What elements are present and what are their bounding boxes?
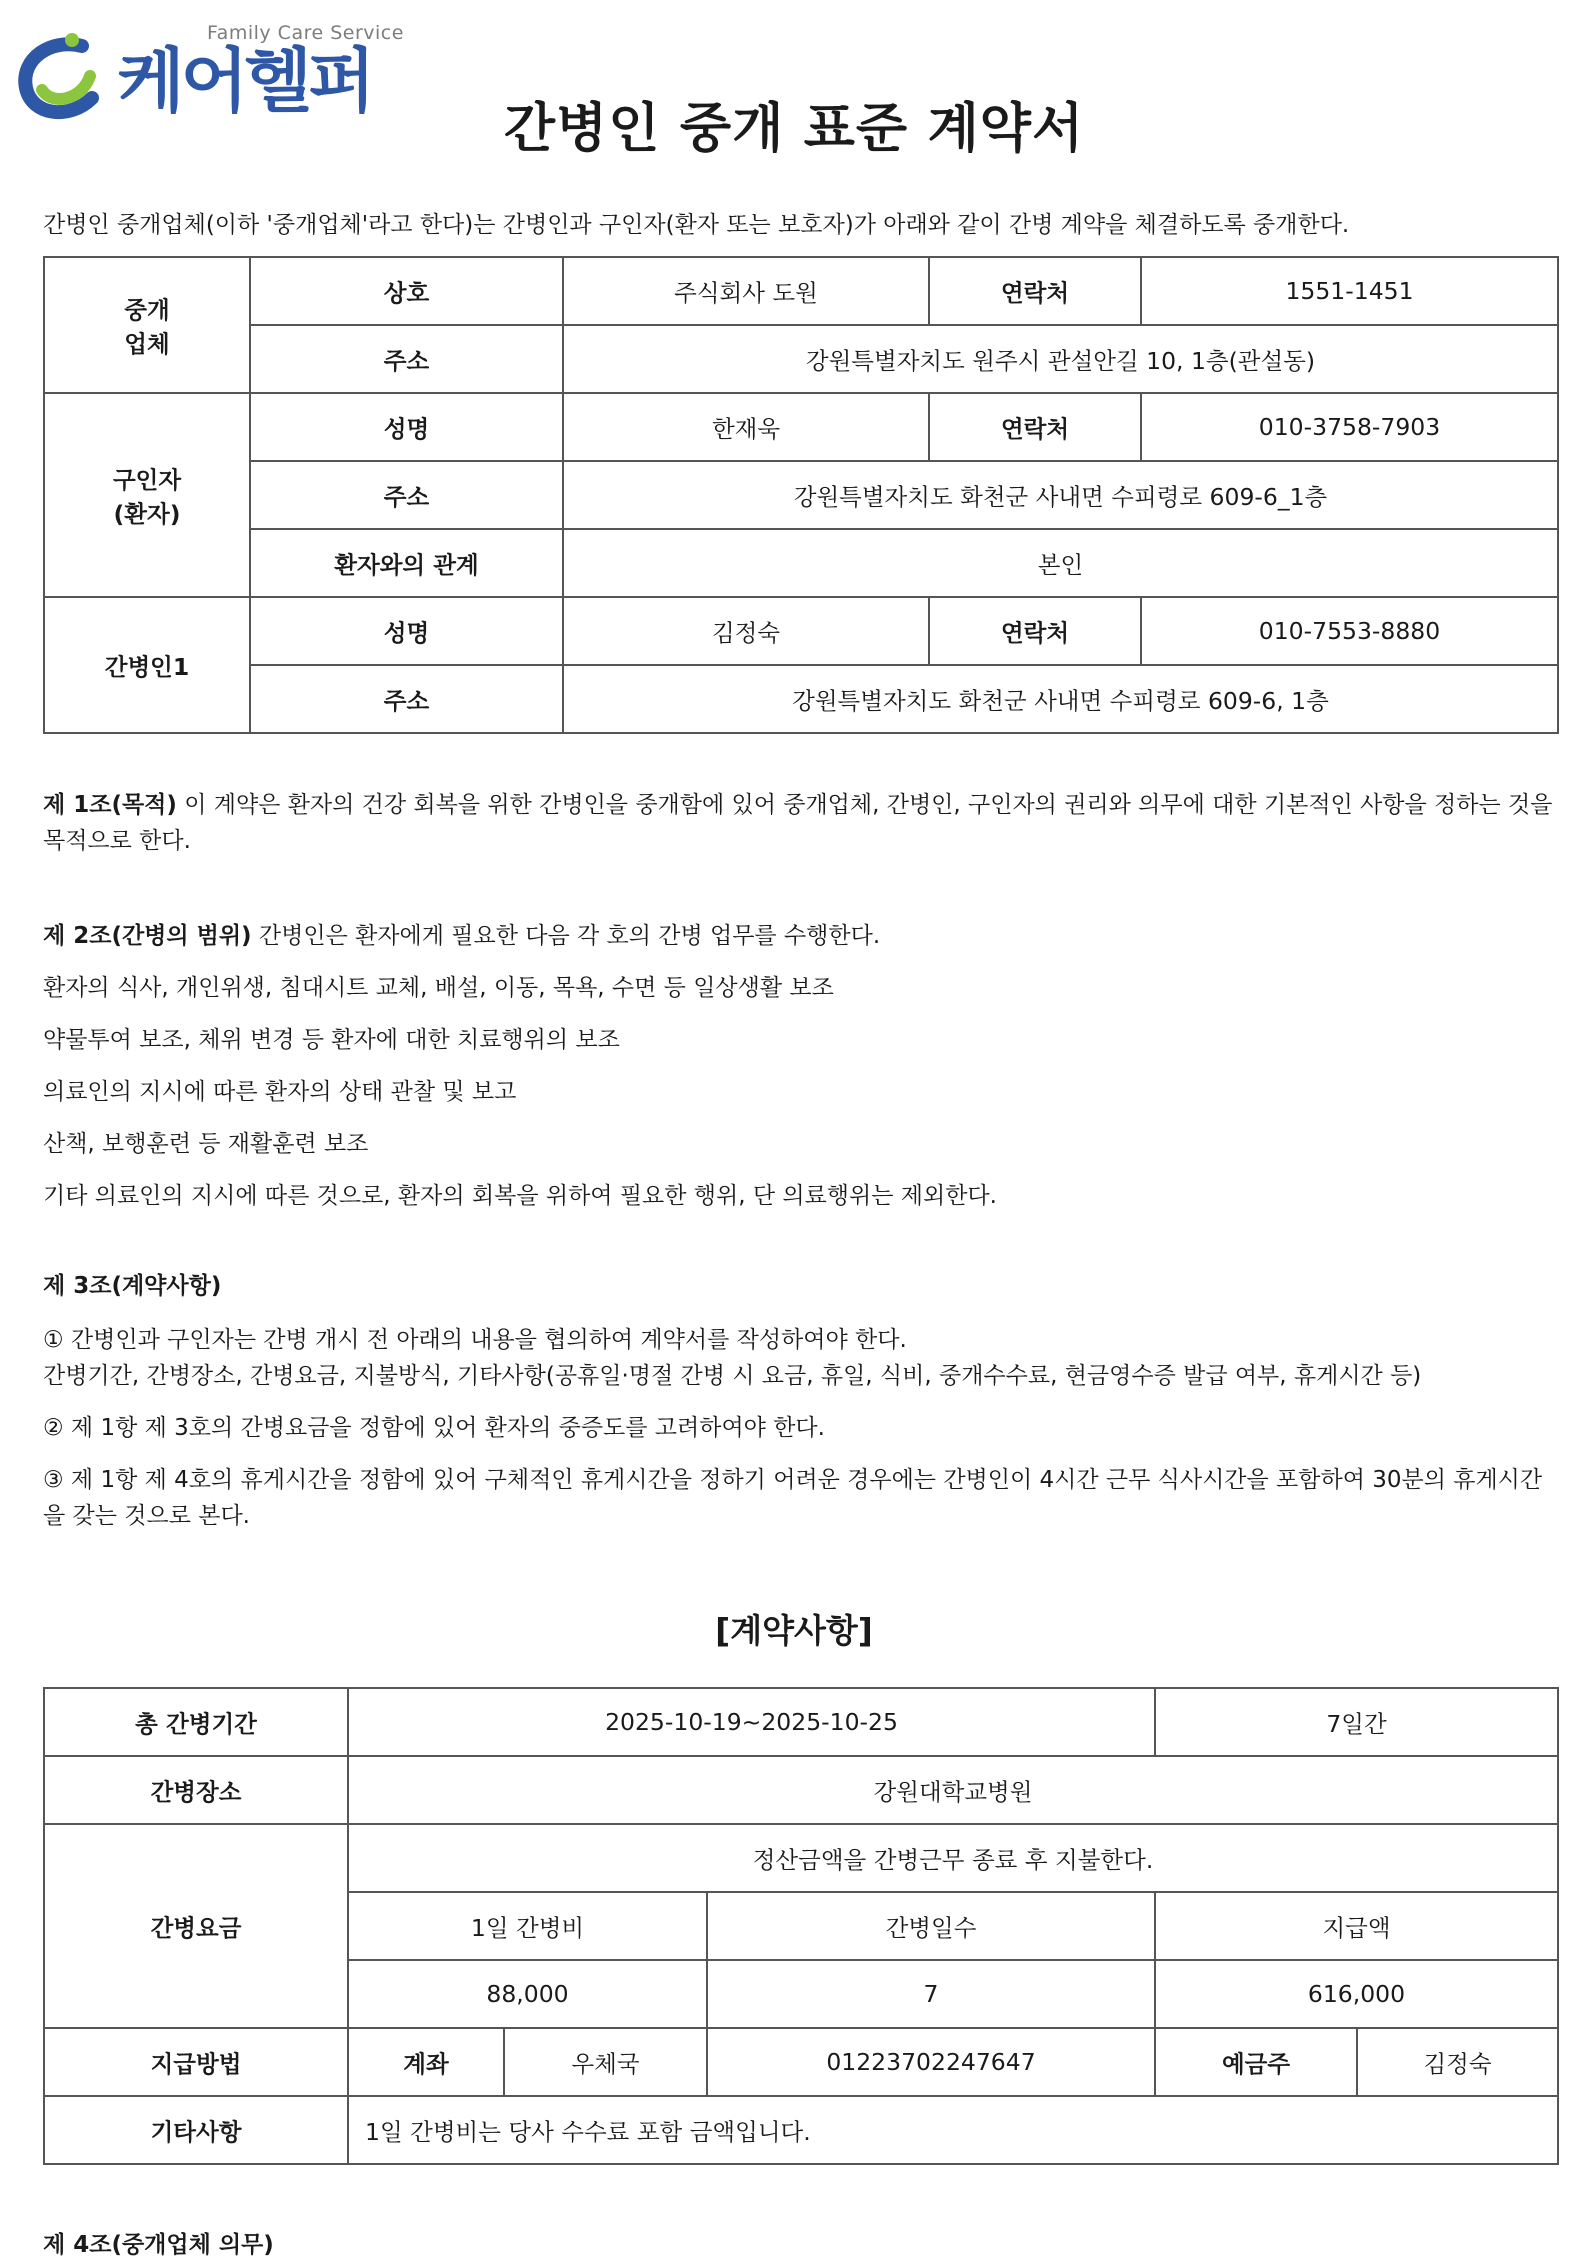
- table-row: [44, 2096, 1558, 2164]
- article-1-text: 이 계약은 환자의 건강 회복을 위한 간병인을 중개함에 있어 중개업체, 간병인, 구인자의 권리와 의무에 대한 기본적인 사항을 정하는 것을 목적으로 한다.: [43, 792, 1553, 854]
- logo-brand: 케어헬퍼: [117, 40, 372, 122]
- caregiver-contact-label: 연락처: [929, 597, 1141, 665]
- table-row: [44, 529, 1558, 597]
- table-row: [44, 393, 1558, 461]
- table-row: [44, 1756, 1558, 1824]
- daily-fee-value: 88,000: [348, 1960, 707, 2028]
- fee-note: 정산금액을 간병근무 종료 후 지불한다.: [348, 1824, 1558, 1892]
- logo-tagline: Family Care Service: [207, 22, 404, 44]
- table-row: [44, 2028, 1558, 2096]
- daily-fee-label: 1일 간병비: [348, 1892, 707, 1960]
- table-row: [44, 597, 1558, 665]
- account-number: 01223702247647: [707, 2028, 1155, 2096]
- contract-section-title: [계약사항]: [715, 1611, 873, 1650]
- article-3-clause-1-detail: 간병기간, 간병장소, 간병요금, 지불방식, 기타사항(공휴일·명절 간병 시 요금, 휴일, 식비, 중개수수료, 현금영수증 발급 여부, 휴게시간 등): [43, 1363, 1422, 1389]
- broker-label: 중개 업체: [44, 257, 250, 393]
- broker-name-label: 상호: [250, 257, 563, 325]
- holder-label: 예금주: [1155, 2028, 1357, 2096]
- broker-address-label: 주소: [250, 325, 563, 393]
- list-item: 약물투여 보조, 체위 변경 등 환자에 대한 치료행위의 보조: [43, 1027, 620, 1053]
- fee-label: 간병요금: [44, 1824, 348, 2028]
- table-row: [44, 1688, 1558, 1756]
- table-row: [44, 325, 1558, 393]
- caregiver-name-label: 성명: [250, 597, 563, 665]
- caregiver-address-label: 주소: [250, 665, 563, 733]
- client-label: 구인자 (환자): [44, 393, 250, 597]
- amount-label: 지급액: [1155, 1892, 1558, 1960]
- article-3-clause-1: ① 간병인과 구인자는 간병 개시 전 아래의 내용을 협의하여 계약서를 작성하여야 한다.: [43, 1327, 907, 1353]
- holder-name: 김정숙: [1357, 2028, 1558, 2096]
- broker-address: 강원특별자치도 원주시 관설안길 10, 1층(관설동): [563, 325, 1558, 393]
- period-label: 총 간병기간: [44, 1688, 348, 1756]
- client-contact: 010-3758-7903: [1141, 393, 1558, 461]
- article-2-text: 간병인은 환자에게 필요한 다음 각 호의 간병 업무를 수행한다.: [251, 923, 881, 949]
- article-1-heading: 제 1조(목적): [43, 792, 177, 818]
- client-name: 한재욱: [563, 393, 929, 461]
- broker-name: 주식회사 도원: [563, 257, 929, 325]
- article-3-clause-2: ② 제 1항 제 3호의 간병요금을 정함에 있어 환자의 중증도를 고려하여야 한다.: [43, 1415, 825, 1441]
- document-title: 간병인 중개 표준 계약서: [503, 98, 1085, 159]
- table-row: [44, 461, 1558, 529]
- table-row: [44, 665, 1558, 733]
- client-relation-label: 환자와의 관계: [250, 529, 563, 597]
- place-label: 간병장소: [44, 1756, 348, 1824]
- list-item: 기타 의료인의 지시에 따른 것으로, 환자의 회복을 위하여 필요한 행위, 단 의료행위는 제외한다.: [43, 1183, 997, 1209]
- article-3-heading: 제 3조(계약사항): [43, 1273, 222, 1299]
- parties-table: [43, 256, 1559, 734]
- contract-table: [43, 1687, 1559, 2165]
- client-name-label: 성명: [250, 393, 563, 461]
- caregiver-name: 김정숙: [563, 597, 929, 665]
- intro-text: 간병인 중개업체(이하 '중개업체'라고 한다)는 간병인과 구인자(환자 또는 보호자)가 아래와 같이 간병 계약을 체결하도록 중개한다.: [43, 212, 1350, 238]
- period-value: 2025-10-19~2025-10-25: [348, 1688, 1155, 1756]
- etc-value: 1일 간병비는 당사 수수료 포함 금액입니다.: [348, 2096, 1558, 2164]
- days-value: 7: [707, 1960, 1155, 2028]
- caregiver-contact: 010-7553-8880: [1141, 597, 1558, 665]
- article-2-heading: 제 2조(간병의 범위): [43, 923, 252, 949]
- article-3-clause-3: ③ 제 1항 제 4호의 휴게시간을 정함에 있어 구체적인 휴게시간을 정하기 어려운 경우에는 간병인이 4시간 근무 식사시간을 포함하여 30분의 휴게시간을 갖는 것으로 본다.: [43, 1467, 1543, 1529]
- client-address-label: 주소: [250, 461, 563, 529]
- table-row: [44, 1824, 1558, 1892]
- days-label: 간병일수: [707, 1892, 1155, 1960]
- client-address: 강원특별자치도 화천군 사내면 수피령로 609-6_1층: [563, 461, 1558, 529]
- article-2: [43, 918, 1557, 954]
- payment-label: 지급방법: [44, 2028, 348, 2096]
- client-relation: 본인: [563, 529, 1558, 597]
- client-contact-label: 연락처: [929, 393, 1141, 461]
- list-item: 의료인의 지시에 따른 환자의 상태 관찰 및 보고: [43, 1079, 517, 1105]
- account-label: 계좌: [348, 2028, 504, 2096]
- broker-contact: 1551-1451: [1141, 257, 1558, 325]
- broker-contact-label: 연락처: [929, 257, 1141, 325]
- list-item: 환자의 식사, 개인위생, 침대시트 교체, 배설, 이동, 목욕, 수면 등 일상생활 보조: [43, 975, 834, 1001]
- caregiver-address: 강원특별자치도 화천군 사내면 수피령로 609-6, 1층: [563, 665, 1558, 733]
- list-item: 산책, 보행훈련 등 재활훈련 보조: [43, 1131, 369, 1157]
- article-4-heading: 제 4조(중개업체 의무): [43, 2232, 274, 2258]
- days-total: 7일간: [1155, 1688, 1558, 1756]
- table-row: [44, 257, 1558, 325]
- caregiver-label: 간병인1: [44, 597, 250, 733]
- article-1: [43, 787, 1557, 859]
- bank-name: 우체국: [504, 2028, 707, 2096]
- amount-value: 616,000: [1155, 1960, 1558, 2028]
- etc-label: 기타사항: [44, 2096, 348, 2164]
- place-value: 강원대학교병원: [348, 1756, 1558, 1824]
